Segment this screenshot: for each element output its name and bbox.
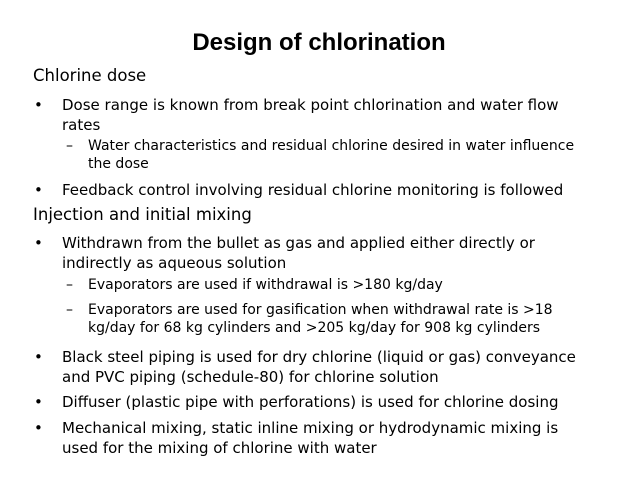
bullet-text: Dose range is known from break point chlorination and water flow rates (62, 96, 559, 134)
slide-title: Design of chlorination (192, 29, 446, 56)
sub-bullet-text: Evaporators are used for gasification when withdrawal rate is >18 kg/day for 68 kg cylinders and >205 kg/day for 908 kg cylinders (88, 302, 553, 336)
bullet-item (34, 95, 594, 135)
sub-bullet-symbol: – (66, 277, 73, 293)
bullet-text: Feedback control involving residual chlorine monitoring is followed (62, 181, 564, 199)
bullet-text: Mechanical mixing, static inline mixing or hydrodynamic mixing is used for the mixing of chlorine with water (62, 419, 559, 457)
bullet-item (34, 392, 594, 412)
bullet-symbol: • (34, 96, 43, 114)
bullet-symbol: • (34, 348, 43, 366)
bullet-text: Diffuser (plastic pipe with perforations) is used for chlorine dosing (62, 393, 559, 411)
bullet-item (34, 418, 594, 458)
sub-bullet-item (66, 276, 596, 294)
section-heading-chlorine-dose: Chlorine dose (33, 66, 147, 85)
bullet-item (34, 347, 594, 387)
bullet-text: Withdrawn from the bullet as gas and applied either directly or indirectly as aqueous solution (62, 234, 535, 272)
bullet-item (34, 180, 594, 200)
sub-bullet-text: Water characteristics and residual chlorine desired in water influence the dose (88, 138, 575, 172)
bullet-symbol: • (34, 234, 43, 252)
bullet-item (34, 233, 594, 273)
sub-bullet-text: Evaporators are used if withdrawal is >180 kg/day (88, 277, 443, 293)
sub-bullet-item (66, 301, 596, 337)
section-heading-injection-mixing: Injection and initial mixing (33, 205, 252, 224)
bullet-symbol: • (34, 393, 43, 411)
sub-bullet-symbol: – (66, 138, 73, 154)
sub-bullet-item (66, 137, 596, 173)
sub-bullet-symbol: – (66, 302, 73, 318)
bullet-text: Black steel piping is used for dry chlorine (liquid or gas) conveyance and PVC piping (schedule-80) for chlorine solution (62, 348, 576, 386)
bullet-symbol: • (34, 419, 43, 437)
bullet-symbol: • (34, 181, 43, 199)
